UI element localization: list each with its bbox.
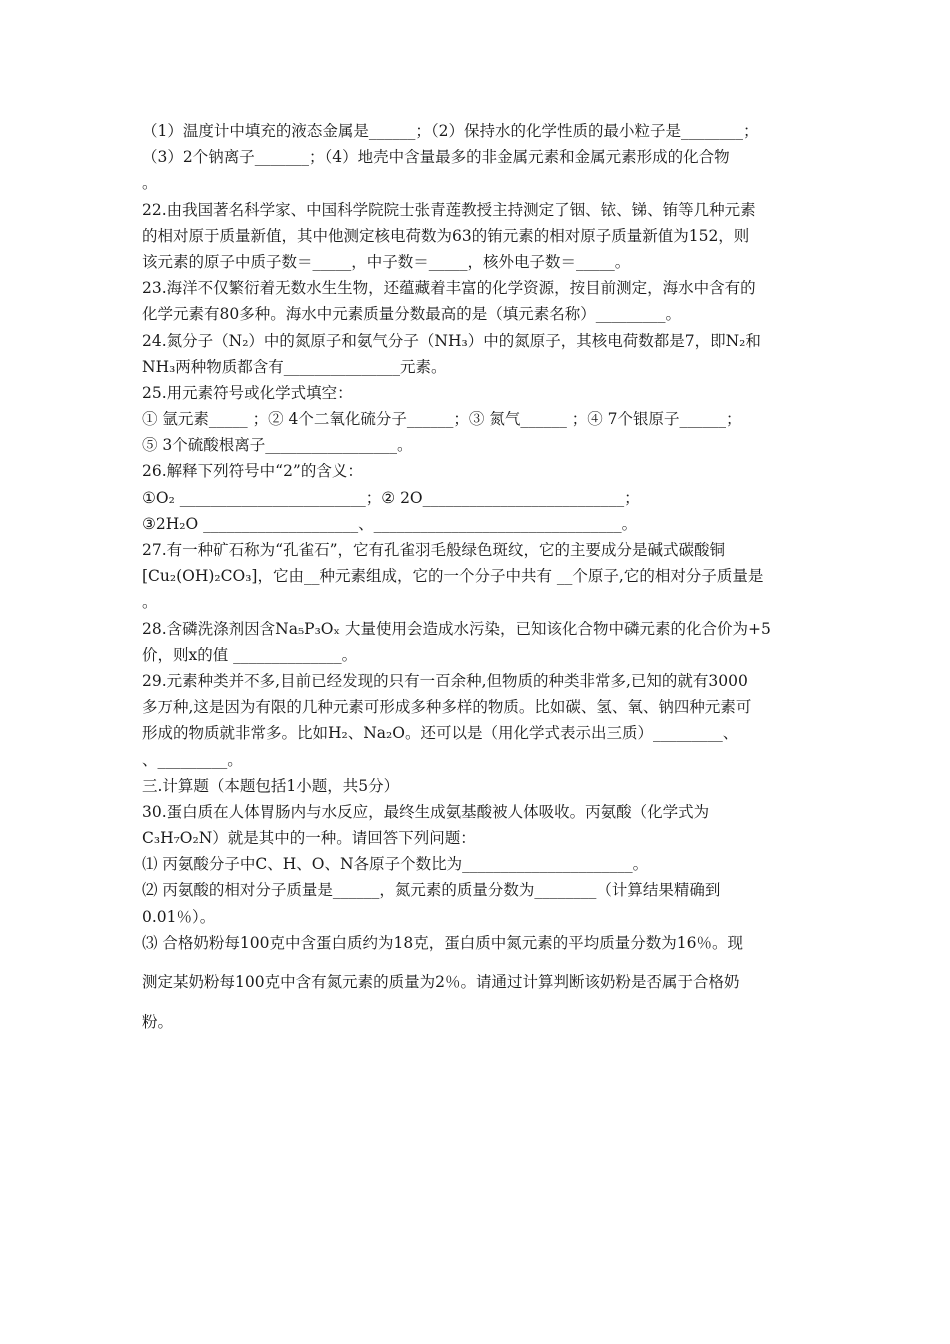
- text-line: ⑤ 3个硫酸根离子_________________。: [142, 436, 413, 455]
- text-line: 价，则x的值 ______________。: [142, 645, 358, 664]
- text-line: 、_________。: [142, 750, 243, 769]
- text-line: ⑴ 丙氨酸分子中C、H、O、N各原子个数比为______________________。: [142, 855, 649, 874]
- text-line: 该元素的原子中质子数＝_____，中子数＝_____，核外电子数＝_____。: [142, 252, 631, 271]
- text-line: （1）温度计中填充的液态金属是______；（2）保持水的化学性质的最小粒子是________；: [142, 122, 759, 140]
- text-line: 形成的物质就非常多。比如H₂、Na₂O。还可以是（用化学式表示出三质）_________、: [142, 724, 739, 743]
- text-line: ① 氩元素_____ ；② 4个二氧化硫分子______；③ 氮气______ ；④ 7个银原子______；: [142, 410, 742, 429]
- text-line: 多万种,这是因为有限的几种元素可形成多种多样的物质。比如碳、氢、氧、钠四种元素可: [142, 698, 752, 717]
- text-line: 27.有一种矿石称为“孔雀石”，它有孔雀羽毛般绿色斑纹，它的主要成分是碱式碳酸铜: [142, 541, 726, 559]
- text-line: 29.元素种类并不多,目前已经发现的只有一百余种,但物质的种类非常多,已知的就有3000: [142, 671, 748, 690]
- text-line: C₃H₇O₂N）就是其中的一种。请回答下列问题：: [142, 829, 476, 848]
- text-line: 23.海洋不仅繁衍着无数水生生物，还蕴藏着丰富的化学资源，按目前测定，海水中含有的: [142, 279, 756, 298]
- text-line: ⑶ 合格奶粉每100克中含蛋白质约为18克，蛋白质中氮元素的平均质量分数为16％。现: [142, 933, 743, 952]
- text-line: 三.计算题（本题包括1小题，共5分）: [142, 776, 400, 795]
- text-line: ①O₂ ________________________；② 2O__________________________；: [142, 488, 640, 507]
- text-line: 22.由我国著名科学家、中国科学院院士张青莲教授主持测定了铟、铱、锑、铕等几种元素: [142, 200, 756, 219]
- text-line: 0.01％）。: [142, 907, 216, 926]
- text-line: 化学元素有80多种。海水中元素质量分数最高的是（填元素名称）_________。: [142, 305, 681, 324]
- text-line: 30.蛋白质在人体胃肠内与水反应，最终生成氨基酸被人体吸收。丙氨酸（化学式为: [142, 802, 710, 821]
- text-line: 28.含磷洗涤剂因含Na₅P₃Oₓ 大量使用会造成水污染，已知该化合物中磷元素的化合价为+5: [142, 619, 771, 638]
- text-line: ⑵ 丙氨酸的相对分子质量是______，氮元素的质量分数为________（计算结果精确到: [142, 881, 721, 900]
- text-line: 的相对原于质量新值，其中他测定核电荷数为63的铕元素的相对原子质量新值为152，则: [142, 226, 750, 245]
- text-line: 24.氮分子（N₂）中的氮原子和氨气分子（NH₃）中的氮原子，其核电荷数都是7，即N₂和: [142, 331, 761, 350]
- text-line: ③2H₂O ____________________、________________________________。: [142, 514, 638, 533]
- text-line: 26.解释下列符号中“2”的含义：: [142, 462, 363, 481]
- text-line: 粉。: [142, 1012, 174, 1031]
- text-line: （3）2个钠离子_______；（4）地壳中含量最多的非金属元素和金属元素形成的化合物: [142, 148, 730, 167]
- text-line: [Cu₂(OH)₂CO₃]，它由__种元素组成，它的一个分子中共有 __个原子,它的相对分子质量是: [142, 567, 764, 586]
- page-content: [142, 119, 812, 1036]
- text-line: 。: [142, 174, 158, 193]
- text-line: 测定某奶粉每100克中含有氮元素的质量为2％。请通过计算判断该奶粉是否属于合格奶: [142, 973, 740, 992]
- text-line: 。: [142, 593, 158, 612]
- text-line: NH₃两种物质都含有_______________元素。: [142, 357, 447, 376]
- text-line: 25.用元素符号或化学式填空：: [142, 383, 353, 402]
